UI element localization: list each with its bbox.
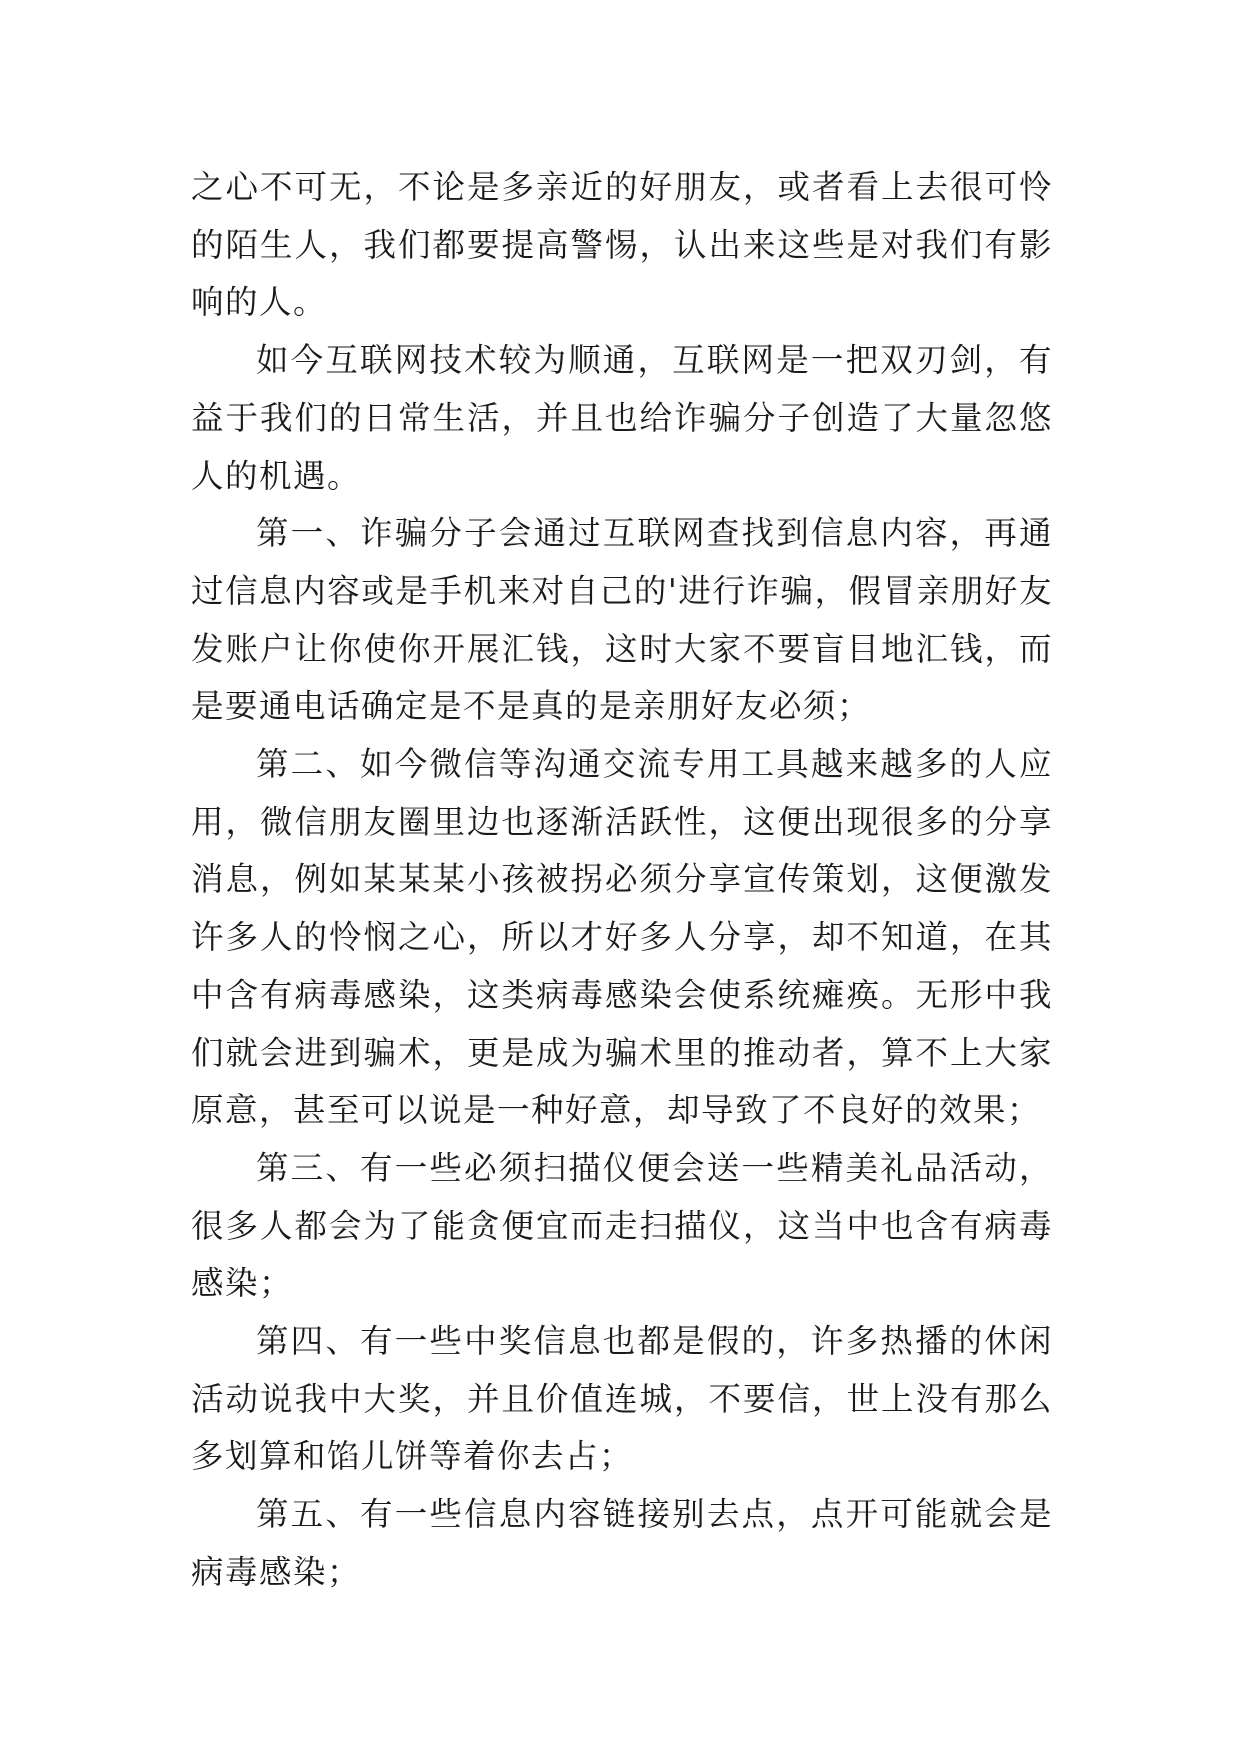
document-body xyxy=(191,159,1053,1602)
paragraph-point-one: 第一、诈骗分子会通过互联网查找到信息内容，再通过信息内容或是手机来对自己的'进行诈骗，假冒亲朋好友发账户让你使你开展汇钱，这时大家不要盲目地汇钱，而是要通电话确定是不是真的是亲朋好友必须； xyxy=(191,514,1053,726)
paragraph-continuation: 之心不可无，不论是多亲近的好朋友，或者看上去很可怜的陌生人，我们都要提高警惕，认出来这些是对我们有影响的人。 xyxy=(191,168,1053,322)
paragraph-point-three: 第三、有一些必须扫描仪便会送一些精美礼品活动，很多人都会为了能贪便宜而走扫描仪，这当中也含有病毒感染； xyxy=(191,1148,1053,1303)
paragraph-internet-double-edged: 如今互联网技术较为顺通，互联网是一把双刃剑，有益于我们的日常生活，并且也给诈骗分子创造了大量忽悠人的机遇。 xyxy=(191,341,1053,495)
paragraph-point-four: 第四、有一些中奖信息也都是假的，许多热播的休闲活动说我中大奖，并且价值连城，不要信，世上没有那么多划算和馅儿饼等着你去占； xyxy=(191,1322,1053,1476)
paragraph-point-two: 第二、如今微信等沟通交流专用工具越来越多的人应用，微信朋友圈里边也逐渐活跃性，这便出现很多的分享消息，例如某某某小孩被拐必须分享宣传策划，这便激发许多人的怜悯之心，所以才好多人分享，却不知道，在其中含有病毒感染，这类病毒感染会使系统瘫痪。无形中我们就会进到骗术，更是成为骗术里的推动者，算不上大家原意，甚至可以说是一种好意，却导致了不良好的效果； xyxy=(191,745,1053,1130)
paragraph-point-five: 第五、有一些信息内容链接别去点，点开可能就会是病毒感染； xyxy=(191,1495,1053,1591)
